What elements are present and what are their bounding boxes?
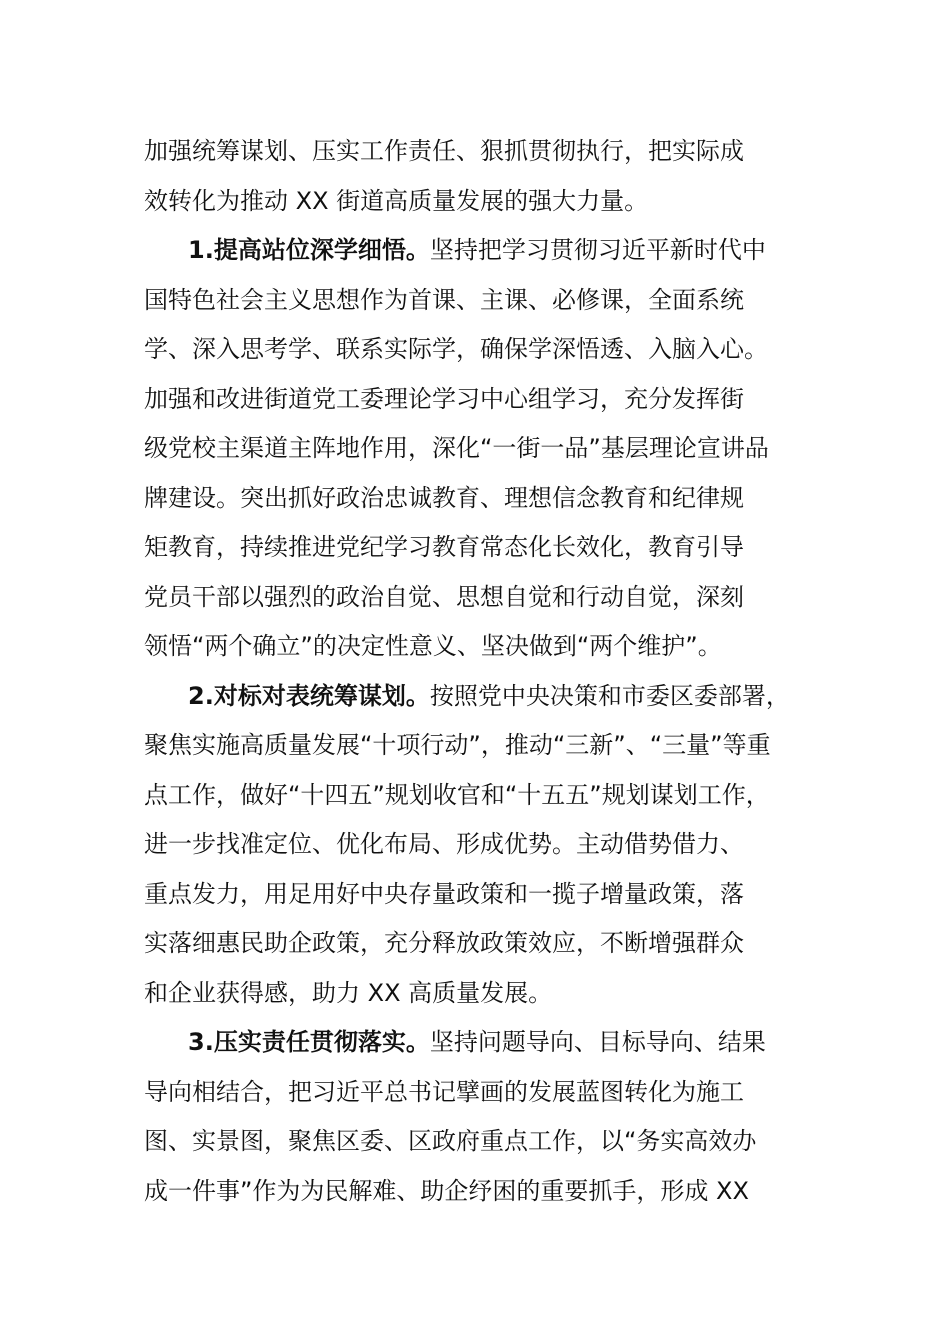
paragraph-line: 成一件事”作为为民解难、助企纾困的重要抓手，形成 XX: [144, 1176, 749, 1205]
section-heading: 2.对标对表统筹谋划。: [188, 681, 430, 710]
paragraph-text: 按照党中央决策和市委区委部署，: [429, 681, 790, 710]
paragraph-line: 图、实景图，聚焦区委、区政府重点工作，以“务实高效办: [144, 1127, 757, 1155]
paragraph-line: 进一步找准定位、优化布局、形成优势。主动借势借力、: [144, 830, 744, 858]
paragraph-line: 加强和改进街道党工委理论学习中心组学习，充分发挥街: [144, 384, 744, 413]
paragraph-text: 坚持把学习贯彻习近平新时代中: [429, 236, 766, 264]
paragraph-line: 聚焦实施高质量发展“十项行动”，推动“三新”、“三量”等重: [144, 731, 771, 759]
paragraph-line: 国特色社会主义思想作为首课、主课、必修课，全面系统: [144, 285, 744, 314]
paragraph-line: 效转化为推动 XX 街道高质量发展的强大力量。: [144, 186, 649, 215]
section-heading: 1.提高站位深学细悟。: [188, 236, 430, 264]
paragraph-line: 党员干部以强烈的政治自觉、思想自觉和行动自觉，深刻: [144, 582, 744, 611]
paragraph-line: 加强统筹谋划、压实工作责任、狠抓贯彻执行，把实际成: [144, 137, 744, 165]
paragraph-line: 矩教育，持续推进党纪学习教育常态化长效化，教育引导: [144, 533, 744, 561]
paragraph-line: 重点发力，用足用好中央存量政策和一揽子增量政策，落: [144, 879, 744, 908]
paragraph-line: 点工作，做好“十四五”规划收官和“十五五”规划谋划工作，: [144, 780, 770, 809]
paragraph-line: 牌建设。突出抓好政治忠诚教育、理想信念教育和纪律规: [144, 483, 744, 512]
paragraph-text: 坚持问题导向、目标导向、结果: [429, 1028, 766, 1056]
paragraph-line: 学、深入思考学、联系实际学，确保学深悟透、入脑入心。: [144, 335, 768, 363]
paragraph-line: 领悟“两个确立”的决定性意义、坚决做到“两个维护”。: [144, 632, 722, 660]
paragraph-first-line: [144, 226, 834, 276]
paragraph-line: 实落细惠民助企政策，充分释放政策效应，不断增强群众: [144, 929, 744, 957]
paragraph-first-line: [144, 1018, 834, 1068]
paragraph-first-line: [144, 672, 834, 722]
paragraph-line: 级党校主渠道主阵地作用，深化“一街一品”基层理论宣讲品: [144, 434, 769, 462]
paragraph-line: 和企业获得感，助力 XX 高质量发展。: [144, 978, 553, 1007]
paragraph-line: 导向相结合，把习近平总书记擘画的发展蓝图转化为施工: [144, 1077, 744, 1106]
section-heading: 3.压实责任贯彻落实。: [188, 1028, 430, 1056]
document-body: [144, 127, 834, 1216]
